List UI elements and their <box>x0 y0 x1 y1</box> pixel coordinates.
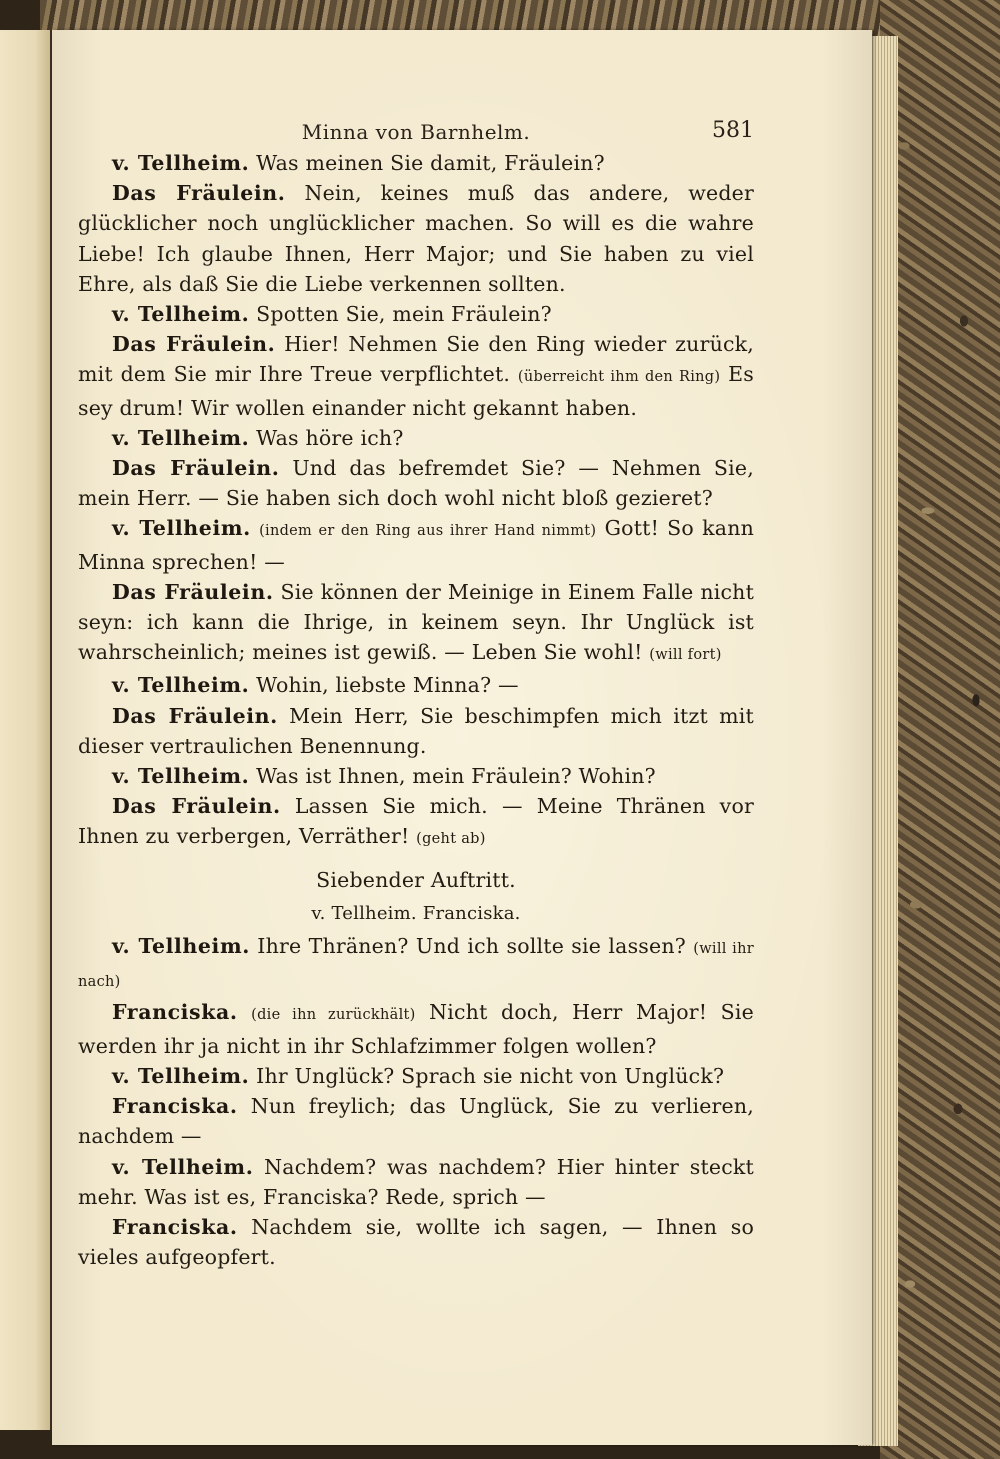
dialogue-line <box>78 1091 754 1151</box>
speech-text: Es sey drum! Wir wollen einander nicht gekannt haben. <box>78 362 754 420</box>
page-number: 581 <box>712 118 754 143</box>
speech-text: Nun freylich; das Unglück, Sie zu verlieren, nachdem — <box>78 1094 754 1149</box>
stage-direction: (will ihr nach) <box>78 941 754 991</box>
speaker-name: v. Tellheim. <box>112 1063 250 1088</box>
stage-direction: (will fort) <box>649 647 722 664</box>
dialogue-line <box>78 761 754 791</box>
scene-cast: v. Tellheim. Franciska. <box>311 902 521 924</box>
dialogue-line <box>78 1212 754 1272</box>
speaker-name: Das Fräulein. <box>112 794 281 819</box>
dialogue-line <box>78 577 754 671</box>
stage-direction: (indem er den Ring aus ihrer Hand nimmt) <box>259 523 597 540</box>
speaker-name: Das Fräulein. <box>112 579 274 604</box>
speaker-name: Das Fräulein. <box>112 456 280 481</box>
stage-direction: (die ihn zurückhält) <box>251 1007 416 1024</box>
speaker-name: v. Tellheim. <box>112 934 250 959</box>
speech-text: Sie können der Meinige in Einem Falle nicht seyn: ich kann die Ihrige, in keinem seyn. Ihr Unglück ist wahrscheinlich; meines ist gewiß. — Leben Sie wohl! <box>78 579 755 665</box>
page-header <box>78 120 754 150</box>
dialogue-line <box>78 329 754 423</box>
speaker-name: Das Fräulein. <box>112 703 278 728</box>
speaker-name: v. Tellheim. <box>112 151 250 175</box>
facing-page-edge <box>0 30 53 1430</box>
dialogue-line <box>78 997 754 1060</box>
speaker-name: v. Tellheim. <box>112 425 250 450</box>
speech-text: Gott! So kann Minna sprechen! — <box>78 516 754 574</box>
running-title: Minna von Barnhelm. <box>301 120 531 144</box>
speaker-name: Das Fräulein. <box>112 332 276 357</box>
dialogue-line <box>78 178 754 299</box>
speaker-name: v. Tellheim. <box>112 302 250 327</box>
dialogue-line <box>78 423 754 453</box>
speech-text: Spotten Sie, mein Fräulein? <box>256 302 552 327</box>
page-text <box>78 148 754 1272</box>
speaker-name: v. Tellheim. <box>112 1154 254 1179</box>
dialogue-line <box>78 453 754 513</box>
speech-text: Nachdem? was nachdem? Hier hinter steckt mehr. Was ist es, Franciska? Rede, sprich — <box>78 1154 754 1209</box>
dialogue-line <box>78 701 754 761</box>
dialogue-line <box>78 299 754 329</box>
dialogue-line <box>78 931 754 997</box>
dialogue-line <box>78 1152 754 1212</box>
speech-text: Ihr Unglück? Sprach sie nicht von Unglück? <box>256 1063 725 1088</box>
speech-text: Hier! Nehmen Sie den Ring wieder zurück, mit dem Sie mir Ihre Treue verpflichtet. <box>78 332 754 387</box>
speaker-name: v. Tellheim. <box>112 764 250 789</box>
dialogue-line <box>78 148 754 178</box>
speech-text: Mein Herr, Sie beschimpfen mich itzt mit dieser vertraulichen Benennung. <box>78 703 754 758</box>
speech-text: Was höre ich? <box>256 425 404 450</box>
speech-text: Was ist Ihnen, mein Fräulein? Wohin? <box>256 764 656 789</box>
speech-text: Nachdem sie, wollte ich sagen, — Ihnen so vieles aufgeopfert. <box>78 1214 755 1270</box>
dialogue-line <box>78 1061 754 1091</box>
speaker-name: Das Fräulein. <box>112 181 286 206</box>
speech-text: Was meinen Sie damit, Fräulein? <box>256 151 605 175</box>
speaker-name: Franciska. <box>112 1000 238 1025</box>
marbled-book-cover <box>880 0 1000 1459</box>
speaker-name: Franciska. <box>112 1094 238 1119</box>
speaker-name: v. Tellheim. <box>112 673 250 698</box>
speech-text: Lassen Sie mich. — Meine Thränen vor Ihnen zu verbergen, Verräther! <box>78 794 755 849</box>
stage-direction: (überreicht ihm den Ring) <box>517 369 721 386</box>
speech-text: Wohin, liebste Minna? — <box>256 673 519 698</box>
speech-text: Und das befremdet Sie? — Nehmen Sie, mein Herr. — Sie haben sich doch wohl nicht bloß gezieret? <box>78 456 754 511</box>
speech-text: Nein, keines muß das andere, weder glücklicher noch unglücklicher machen. So will es die wahre Liebe! Ich glaube Ihnen, Herr Major; und Sie haben zu viel Ehre, als daß Sie die Liebe verkennen sollten. <box>78 181 754 296</box>
dialogue-line <box>78 513 754 576</box>
speech-text: Nicht doch, Herr Major! Sie werden ihr ja nicht in ihr Schlafzimmer folgen wollen? <box>78 1000 754 1058</box>
scene-title: Siebender Auftritt. <box>316 867 516 892</box>
dialogue-line <box>78 670 754 700</box>
stage-direction: (geht ab) <box>416 831 486 848</box>
speaker-name: Franciska. <box>112 1214 238 1239</box>
dialogue-line <box>78 791 754 854</box>
speech-text: Ihre Thränen? Und ich sollte sie lassen? <box>257 934 686 959</box>
speaker-name: v. Tellheim. <box>112 516 251 541</box>
